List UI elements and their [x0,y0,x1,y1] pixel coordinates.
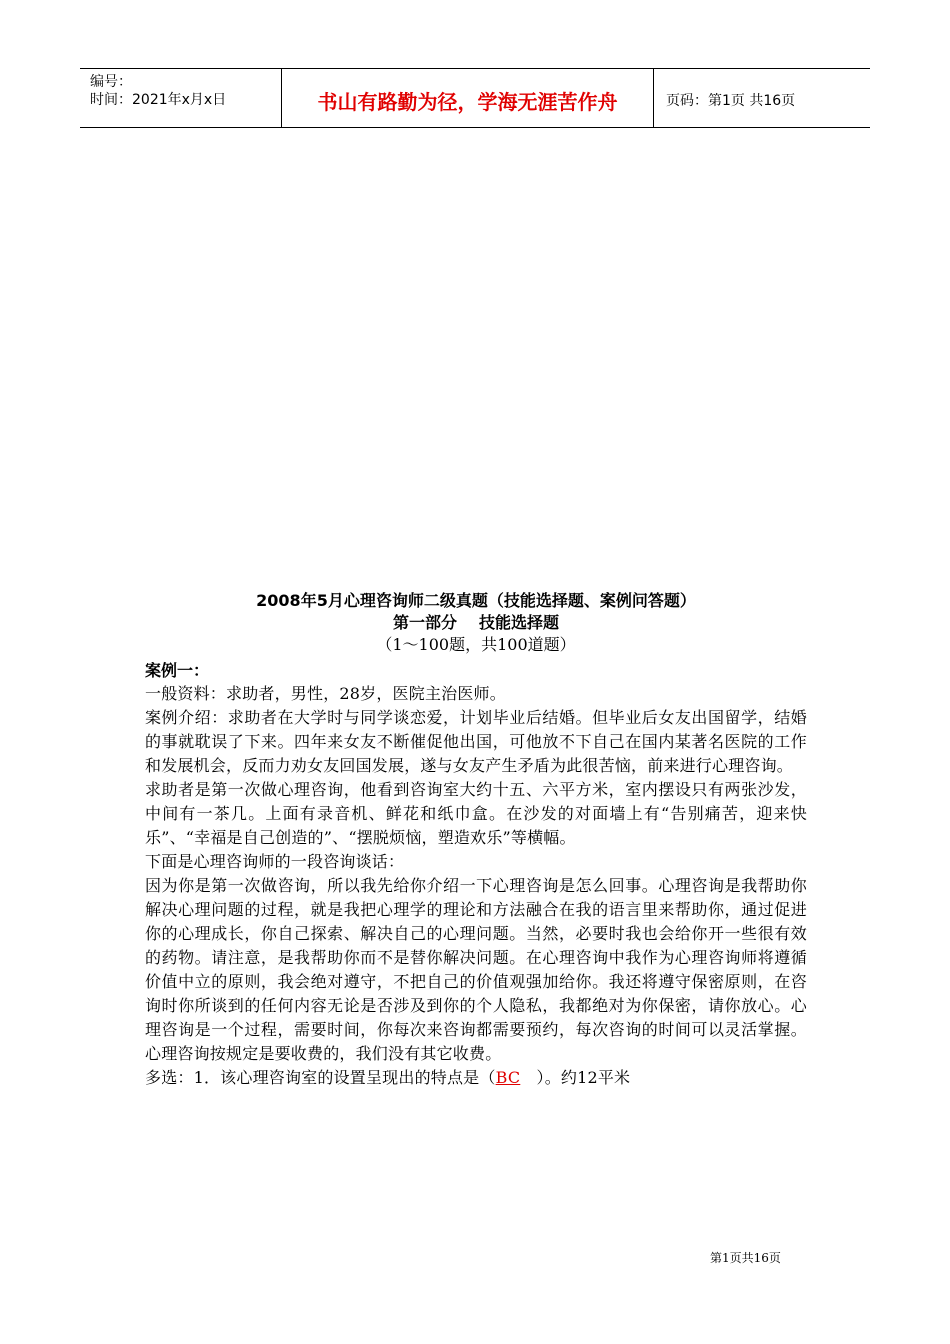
part-label: 第一部分 [392,613,457,632]
question-suffix: ）。约12平米 [520,1068,631,1087]
part-heading [145,612,807,634]
page-footer: 第1页共16页 [710,1251,781,1265]
paragraph-dialogue-intro: 下面是心理咨询师的一段咨询谈话： [145,852,405,871]
question-1 [145,1066,807,1090]
question-prefix: 多选：1．该心理咨询室的设置呈现出的特点是（ [145,1068,496,1087]
page-header [80,68,870,128]
paragraph-general-info: 一般资料：求助者，男性，28岁，医院主治医师。 [145,684,506,703]
document-body [145,590,807,1090]
header-page-info: 页码：第1页 共16页 [666,93,796,109]
number-label: 编号： [90,74,132,90]
document-title: 2008年5月心理咨询师二级真题（技能选择题、案例问答题） [256,591,696,610]
time-label: 时间：2021年x月x日 [90,92,227,108]
question-range: （1～100题，共100道题） [376,635,576,654]
paragraph-case-intro: 案例介绍：求助者在大学时与同学谈恋爱，计划毕业后结婚。但毕业后女友出国留学，结婚的事就耽误了下来。四年来女友不断催促他出国，可他放不下自己在国内某著名医院的工作和发展机会，反而力劝女友回国发展，遂与女友产生矛盾为此很苦恼，前来进行心理咨询。 [145,708,807,775]
case-label: 案例一： [145,661,210,680]
part-name: 技能选择题 [479,613,560,632]
question-answer: BC [495,1068,521,1087]
header-motto: 书山有路勤为径，学海无涯苦作舟 [282,69,654,127]
header-meta [80,69,282,127]
paragraph-counselor-speech: 因为你是第一次做咨询，所以我先给你介绍一下心理咨询是怎么回事。心理咨询是我帮助你解决心理问题的过程，就是我把心理学的理论和方法融合在我的语言里来帮助你，通过促进你的心理成长，你自己探索、解决自己的心理问题。当然，必要时我也会给你开一些很有效的药物。请注意，是我帮助你而不是替你解决问题。在心理咨询中我作为心理咨询师将遵循价值中立的原则，我会绝对遵守，不把自己的价值观强加给你。我还将遵守保密原则，在咨询时你所谈到的任何内容无论是否涉及到你的个人隐私，我都绝对为你保密，请你放心。心理咨询是一个过程，需要时间，你每次来咨询都需要预约，每次咨询的时间可以灵活掌握。心理咨询按规定是要收费的，我们没有其它收费。 [145,876,807,1063]
paragraph-room-setting: 求助者是第一次做心理咨询，他看到咨询室大约十五、六平方米，室内摆设只有两张沙发，中间有一茶几。上面有录音机、鲜花和纸巾盒。在沙发的对面墙上有“告别痛苦，迎来快乐”、“幸福是自己创造的”、“摆脱烦恼，塑造欢乐”等横幅。 [145,780,807,847]
